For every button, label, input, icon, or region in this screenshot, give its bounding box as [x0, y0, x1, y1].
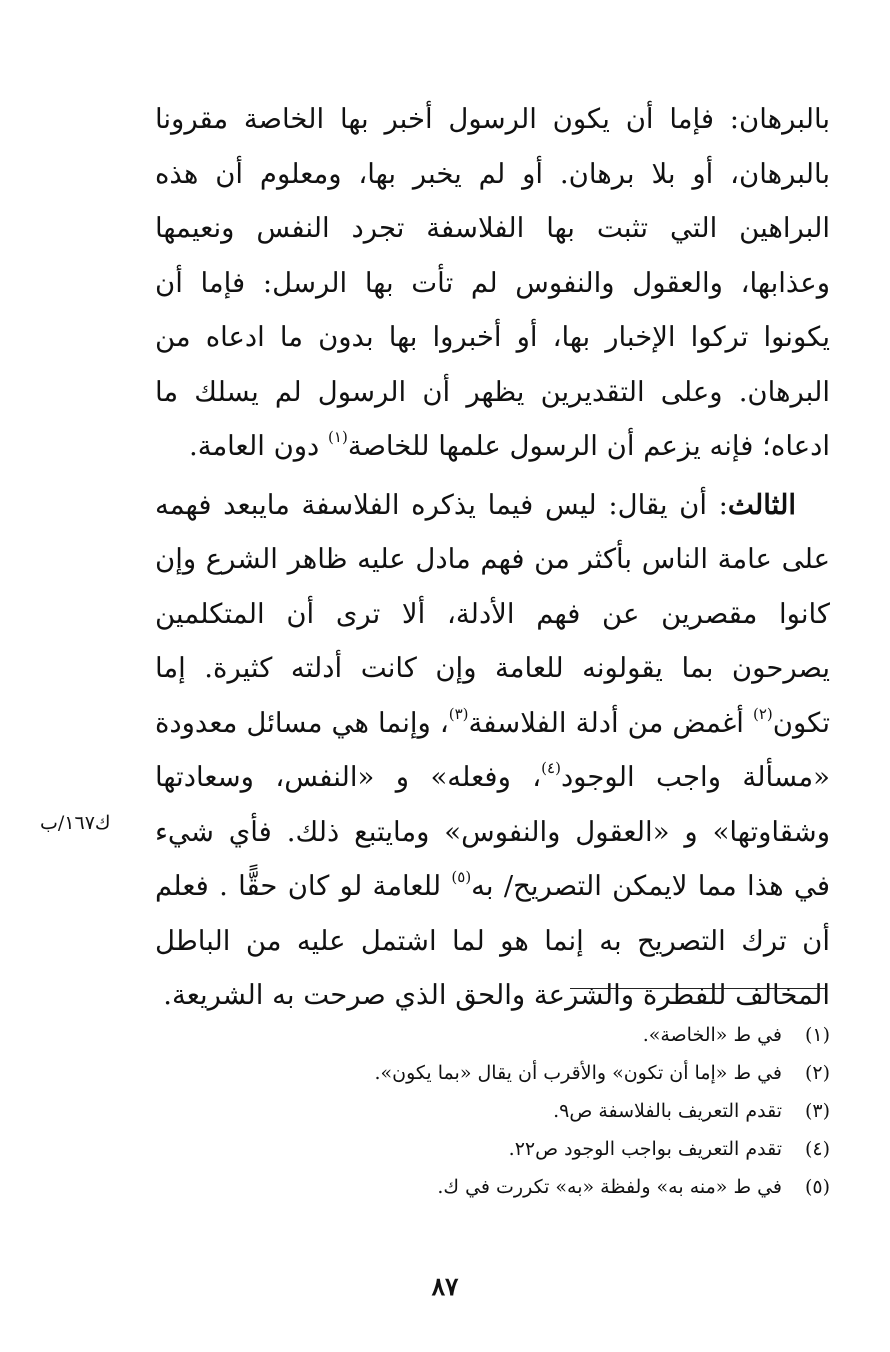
paragraph-1	[155, 92, 830, 474]
footnote-text: تقدم التعريف بواجب الوجود ص٢٢.	[508, 1138, 782, 1160]
footnote-text: في ط «الخاصة».	[642, 1024, 782, 1046]
footnote-number: (٤)	[804, 1138, 830, 1160]
footnote-number: (٢)	[804, 1062, 830, 1084]
footnote-text: في ط «منه به» ولفظة «به» تكررت في ك.	[437, 1176, 782, 1198]
footnote-item	[300, 1054, 830, 1092]
footnote-ref-3: (٣)	[448, 704, 469, 723]
footnotes-list	[300, 1016, 830, 1206]
footnote-text: تقدم التعريف بالفلاسفة ص٩.	[553, 1100, 782, 1122]
footnote-ref-1: (١)	[328, 428, 348, 446]
paragraph-2-segment-4: ، وفعله» و «النفس، وسعادتها وشقاوتها» و «العقول والنفوس» ومايتبع ذلك. فأي شيء في هذا مما لايمكن التصريح/ به	[155, 761, 830, 902]
paragraph-2	[155, 478, 830, 1023]
footnote-number: (١)	[804, 1024, 830, 1046]
footnote-item	[300, 1130, 830, 1168]
footnote-ref-5: (٥)	[451, 868, 472, 886]
footnote-ref-2: (٢)	[752, 704, 773, 723]
footnote-item	[300, 1092, 830, 1130]
footnote-ref-4: (٤)	[541, 759, 561, 777]
footnote-number: (٣)	[804, 1100, 830, 1122]
paragraph-2-segment-2: أغمض من أدلة الفلاسفة	[468, 706, 744, 739]
paragraph-1-end: دون العامة.	[188, 430, 320, 462]
footnote-item	[300, 1016, 830, 1054]
footnote-text: في ط «إما أن تكون» والأقرب أن يقال «بما يكون».	[374, 1062, 782, 1084]
paragraph-1-text: بالبرهان: فإما أن يكون الرسول أخبر بها الخاصة مقرونا بالبرهان، أو بلا برهان. أو لم يخبر بها، ومعلوم أن هذه البراهين التي تثبت بها الفلاسفة تجرد النفس ونعيمها وعذابها، والعقول والنفوس لم تأت بها الرسل: فإما أن يكونوا تركوا الإخبار بها، أو أخبروا بها بدون ما ادعاه من البرهان. وعلى التقديرين يظهر أن الرسول لم يسلك ما ادعاه؛ فإنه يزعم أن الرسول علمها للخاصة	[155, 103, 830, 462]
main-text	[155, 92, 830, 1023]
footnote-separator	[570, 988, 825, 989]
footnote-number: (٥)	[804, 1176, 830, 1198]
paragraph-2-segment-1: : أن يقال: ليس فيما يذكره الفلاسفة مايبعد فهمه على عامة الناس بأكثر من فهم مادل عليه ظاهر الشرع وإن كانوا مقصرين عن فهم الأدلة، ألا ترى أن المتكلمين يصرحون بما يقولونه للعامة وإن كانت أدلته كثيرة. إما تكون	[155, 488, 830, 739]
page-number: ٨٧	[431, 1272, 459, 1301]
manuscript-margin-note: ك١٦٧/ب	[40, 812, 111, 834]
paragraph-2-segment-3: ، وإنما هي مسائل معدودة «مسألة واجب الوجود	[155, 706, 830, 793]
footnote-item	[300, 1168, 830, 1206]
paragraph-heading: الثالث	[727, 488, 796, 521]
paragraph-2-segment-5: للعامة لو كان حقًّا . فعلم أن ترك التصريح به إنما هو لما اشتمل عليه من الباطل المخالف للفطرة والشرعة والحق الذي صرحت به الشريعة.	[155, 870, 830, 1011]
